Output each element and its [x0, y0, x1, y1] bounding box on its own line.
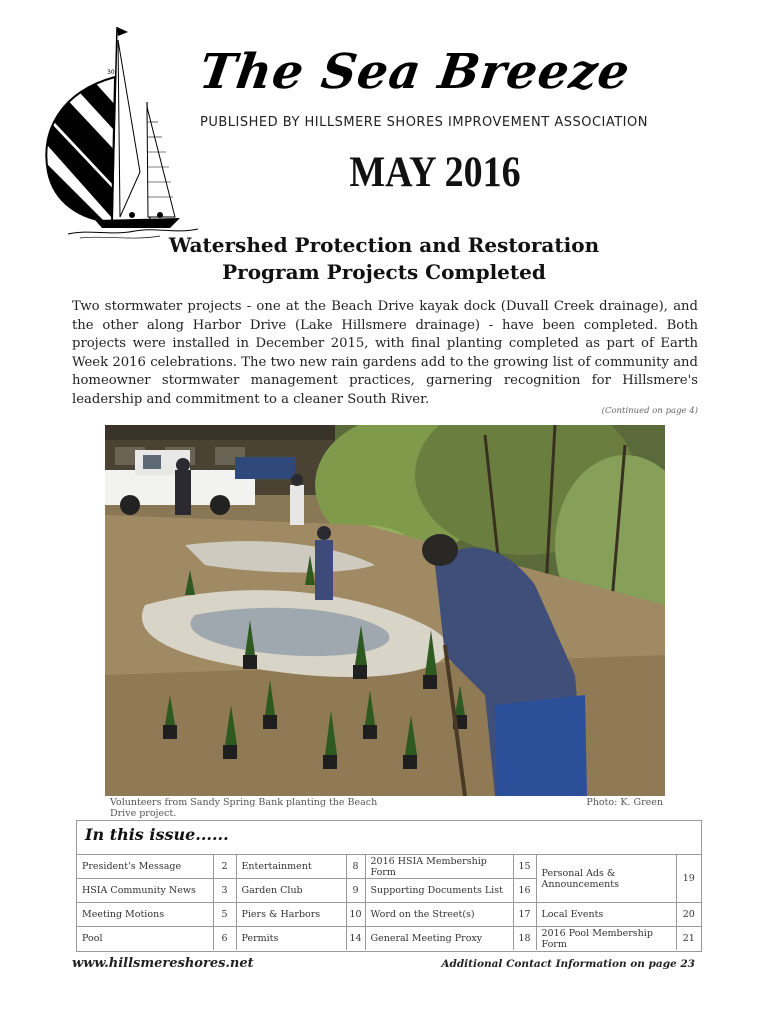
toc-title: In this issue...... [85, 825, 229, 844]
toc-entry-page: 9 [346, 879, 365, 903]
newsletter-title: The Sea Breeze [196, 44, 634, 100]
toc-entry-label[interactable]: Supporting Documents List [365, 879, 513, 903]
toc-entry-page: 3 [213, 879, 236, 903]
toc-entry-label[interactable]: 2016 HSIA Membership Form [365, 855, 513, 879]
toc-table [77, 854, 701, 950]
article-headline [100, 232, 668, 286]
toc-entry-page: 15 [513, 855, 536, 879]
toc-entry-label[interactable]: President's Message [77, 855, 213, 879]
table-of-contents [76, 820, 702, 952]
toc-entry-label[interactable]: Entertainment [236, 855, 346, 879]
toc-entry-page: 19 [676, 855, 701, 903]
table-row [77, 927, 701, 951]
toc-entry-label[interactable]: Personal Ads & Announcements [536, 855, 676, 903]
toc-entry-page: 10 [346, 903, 365, 927]
photo-caption: Volunteers from Sandy Spring Bank planting the Beach Drive project. [110, 797, 378, 819]
toc-entry-page: 16 [513, 879, 536, 903]
toc-entry-label[interactable]: Word on the Street(s) [365, 903, 513, 927]
toc-entry-page: 20 [676, 903, 701, 927]
continued-note: (Continued on page 4) [601, 406, 698, 416]
toc-entry-label[interactable]: Pool [77, 927, 213, 951]
article-photo [105, 425, 665, 796]
toc-entry-page: 14 [346, 927, 365, 951]
svg-text:30: 30 [107, 69, 115, 76]
contact-note: Additional Contact Information on page 23 [441, 958, 695, 970]
publisher-line: PUBLISHED BY HILLSMERE SHORES IMPROVEMENT ASSOCIATION [200, 115, 648, 130]
toc-entry-page: 5 [213, 903, 236, 927]
toc-entry-page: 6 [213, 927, 236, 951]
toc-entry-label[interactable]: 2016 Pool Membership Form [536, 927, 676, 951]
sailboat-spinnaker-icon [40, 22, 200, 244]
toc-entry-label[interactable]: Piers & Harbors [236, 903, 346, 927]
article-body: Two stormwater projects - one at the Beach Drive kayak dock (Duvall Creek drainage), and the other along Harbor Drive (Lake Hillsmere drainage) - have been completed. Both projects were installed in December 2015, with final planting completed as part of Earth Week 2016 celebrations. The two new rain gardens add to the growing list of community and homeowner stormwater management practices, garnering recognition for Hillsmere's leadership and commitment to a cleaner South River. [72, 299, 698, 407]
toc-entry-label[interactable]: Meeting Motions [77, 903, 213, 927]
toc-entry-page: 18 [513, 927, 536, 951]
toc-entry-label[interactable]: Local Events [536, 903, 676, 927]
toc-entry-label[interactable]: HSIA Community News [77, 879, 213, 903]
toc-entry-label[interactable]: Permits [236, 927, 346, 951]
toc-entry-page: 2 [213, 855, 236, 879]
toc-entry-page: 21 [676, 927, 701, 951]
issue-date: MAY 2016 [349, 147, 521, 197]
website-link[interactable]: www.hillsmereshores.net [72, 956, 254, 971]
toc-entry-label[interactable]: Garden Club [236, 879, 346, 903]
table-row [77, 855, 701, 879]
headline-line-2: Program Projects Completed [222, 260, 546, 284]
toc-entry-label[interactable]: General Meeting Proxy [365, 927, 513, 951]
toc-entry-page: 17 [513, 903, 536, 927]
toc-entry-page: 8 [346, 855, 365, 879]
table-row [77, 903, 701, 927]
headline-line-1: Watershed Protection and Restoration [168, 233, 600, 257]
photo-credit: Photo: K. Green [586, 797, 663, 808]
